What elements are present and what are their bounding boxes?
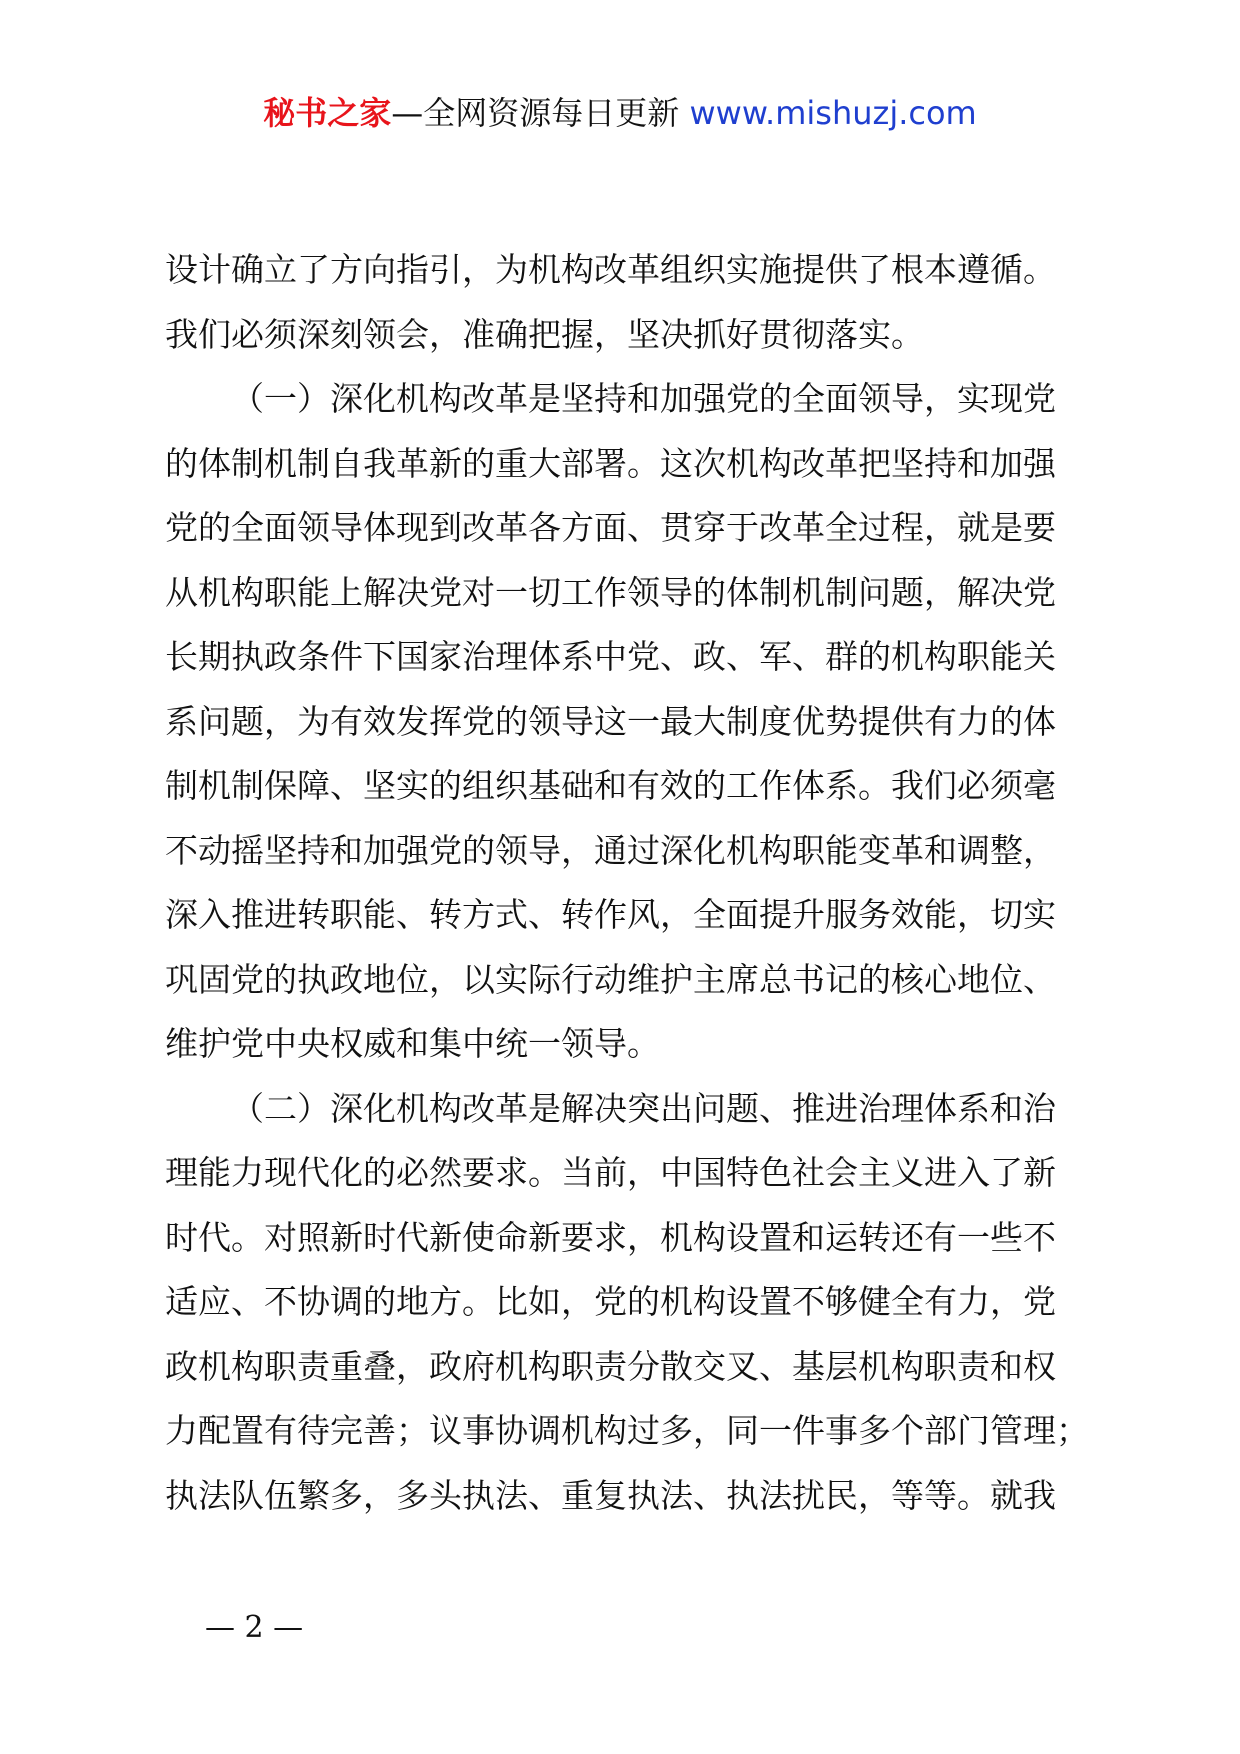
brand-name: 秘书之家 (263, 94, 392, 132)
text-line: 政机构职责重叠，政府机构职责分散交叉、基层机构职责和权 (165, 1346, 1056, 1386)
text-line: 的体制机制自我革新的重大部署。这次机构改革把坚持和加强 (165, 443, 1056, 483)
text-line: 执法队伍繁多，多头执法、重复执法、执法扰民，等等。就我 (165, 1475, 1056, 1515)
text-line: 党的全面领导体现到改革各方面、贯穿于改革全过程，就是要 (165, 508, 1056, 547)
text-line: 我们必须深刻领会，准确把握，坚决抓好贯彻落实。 (165, 314, 924, 354)
text-line: 长期执政条件下国家治理体系中党、政、军、群的机构职能关 (165, 637, 1056, 676)
document-body (165, 238, 1105, 1528)
text-line: 不动摇坚持和加强党的领导，通过深化机构职能变革和调整， (165, 830, 1056, 870)
text-line: 维护党中央权威和集中统一领导。 (165, 1024, 660, 1063)
text-line: 力配置有待完善；议事协调机构过多，同一件事多个部门管理； (165, 1411, 1089, 1450)
section-heading-line: （二）深化机构改革是解决突出问题、推进治理体系和治 (231, 1088, 1056, 1128)
text-line: 制机制保障、坚实的组织基础和有效的工作体系。我们必须毫 (165, 766, 1056, 805)
section-heading-line: （一）深化机构改革是坚持和加强党的全面领导，实现党 (231, 379, 1056, 418)
header-slogan: —全网资源每日更新 (391, 94, 690, 132)
text-line: 巩固党的执政地位，以实际行动维护主席总书记的核心地位、 (165, 959, 1056, 999)
text-line: 深入推进转职能、转方式、转作风，全面提升服务效能，切实 (165, 895, 1056, 934)
text-line: 理能力现代化的必然要求。当前，中国特色社会主义进入了新 (165, 1153, 1056, 1192)
text-line: 适应、不协调的地方。比如，党的机构设置不够健全有力，党 (165, 1282, 1056, 1321)
page-number: — 2 — (205, 1610, 304, 1645)
text-line: 系问题，为有效发挥党的领导这一最大制度优势提供有力的体 (165, 701, 1056, 741)
page-header (0, 92, 1240, 134)
text-line: 时代。对照新时代新使命新要求，机构设置和运转还有一些不 (165, 1217, 1056, 1257)
text-line: 从机构职能上解决党对一切工作领导的体制机制问题，解决党 (165, 572, 1056, 612)
website-url[interactable]: www.mishuzj.com (689, 94, 977, 132)
text-line: 设计确立了方向指引，为机构改革组织实施提供了根本遵循。 (165, 250, 1056, 289)
